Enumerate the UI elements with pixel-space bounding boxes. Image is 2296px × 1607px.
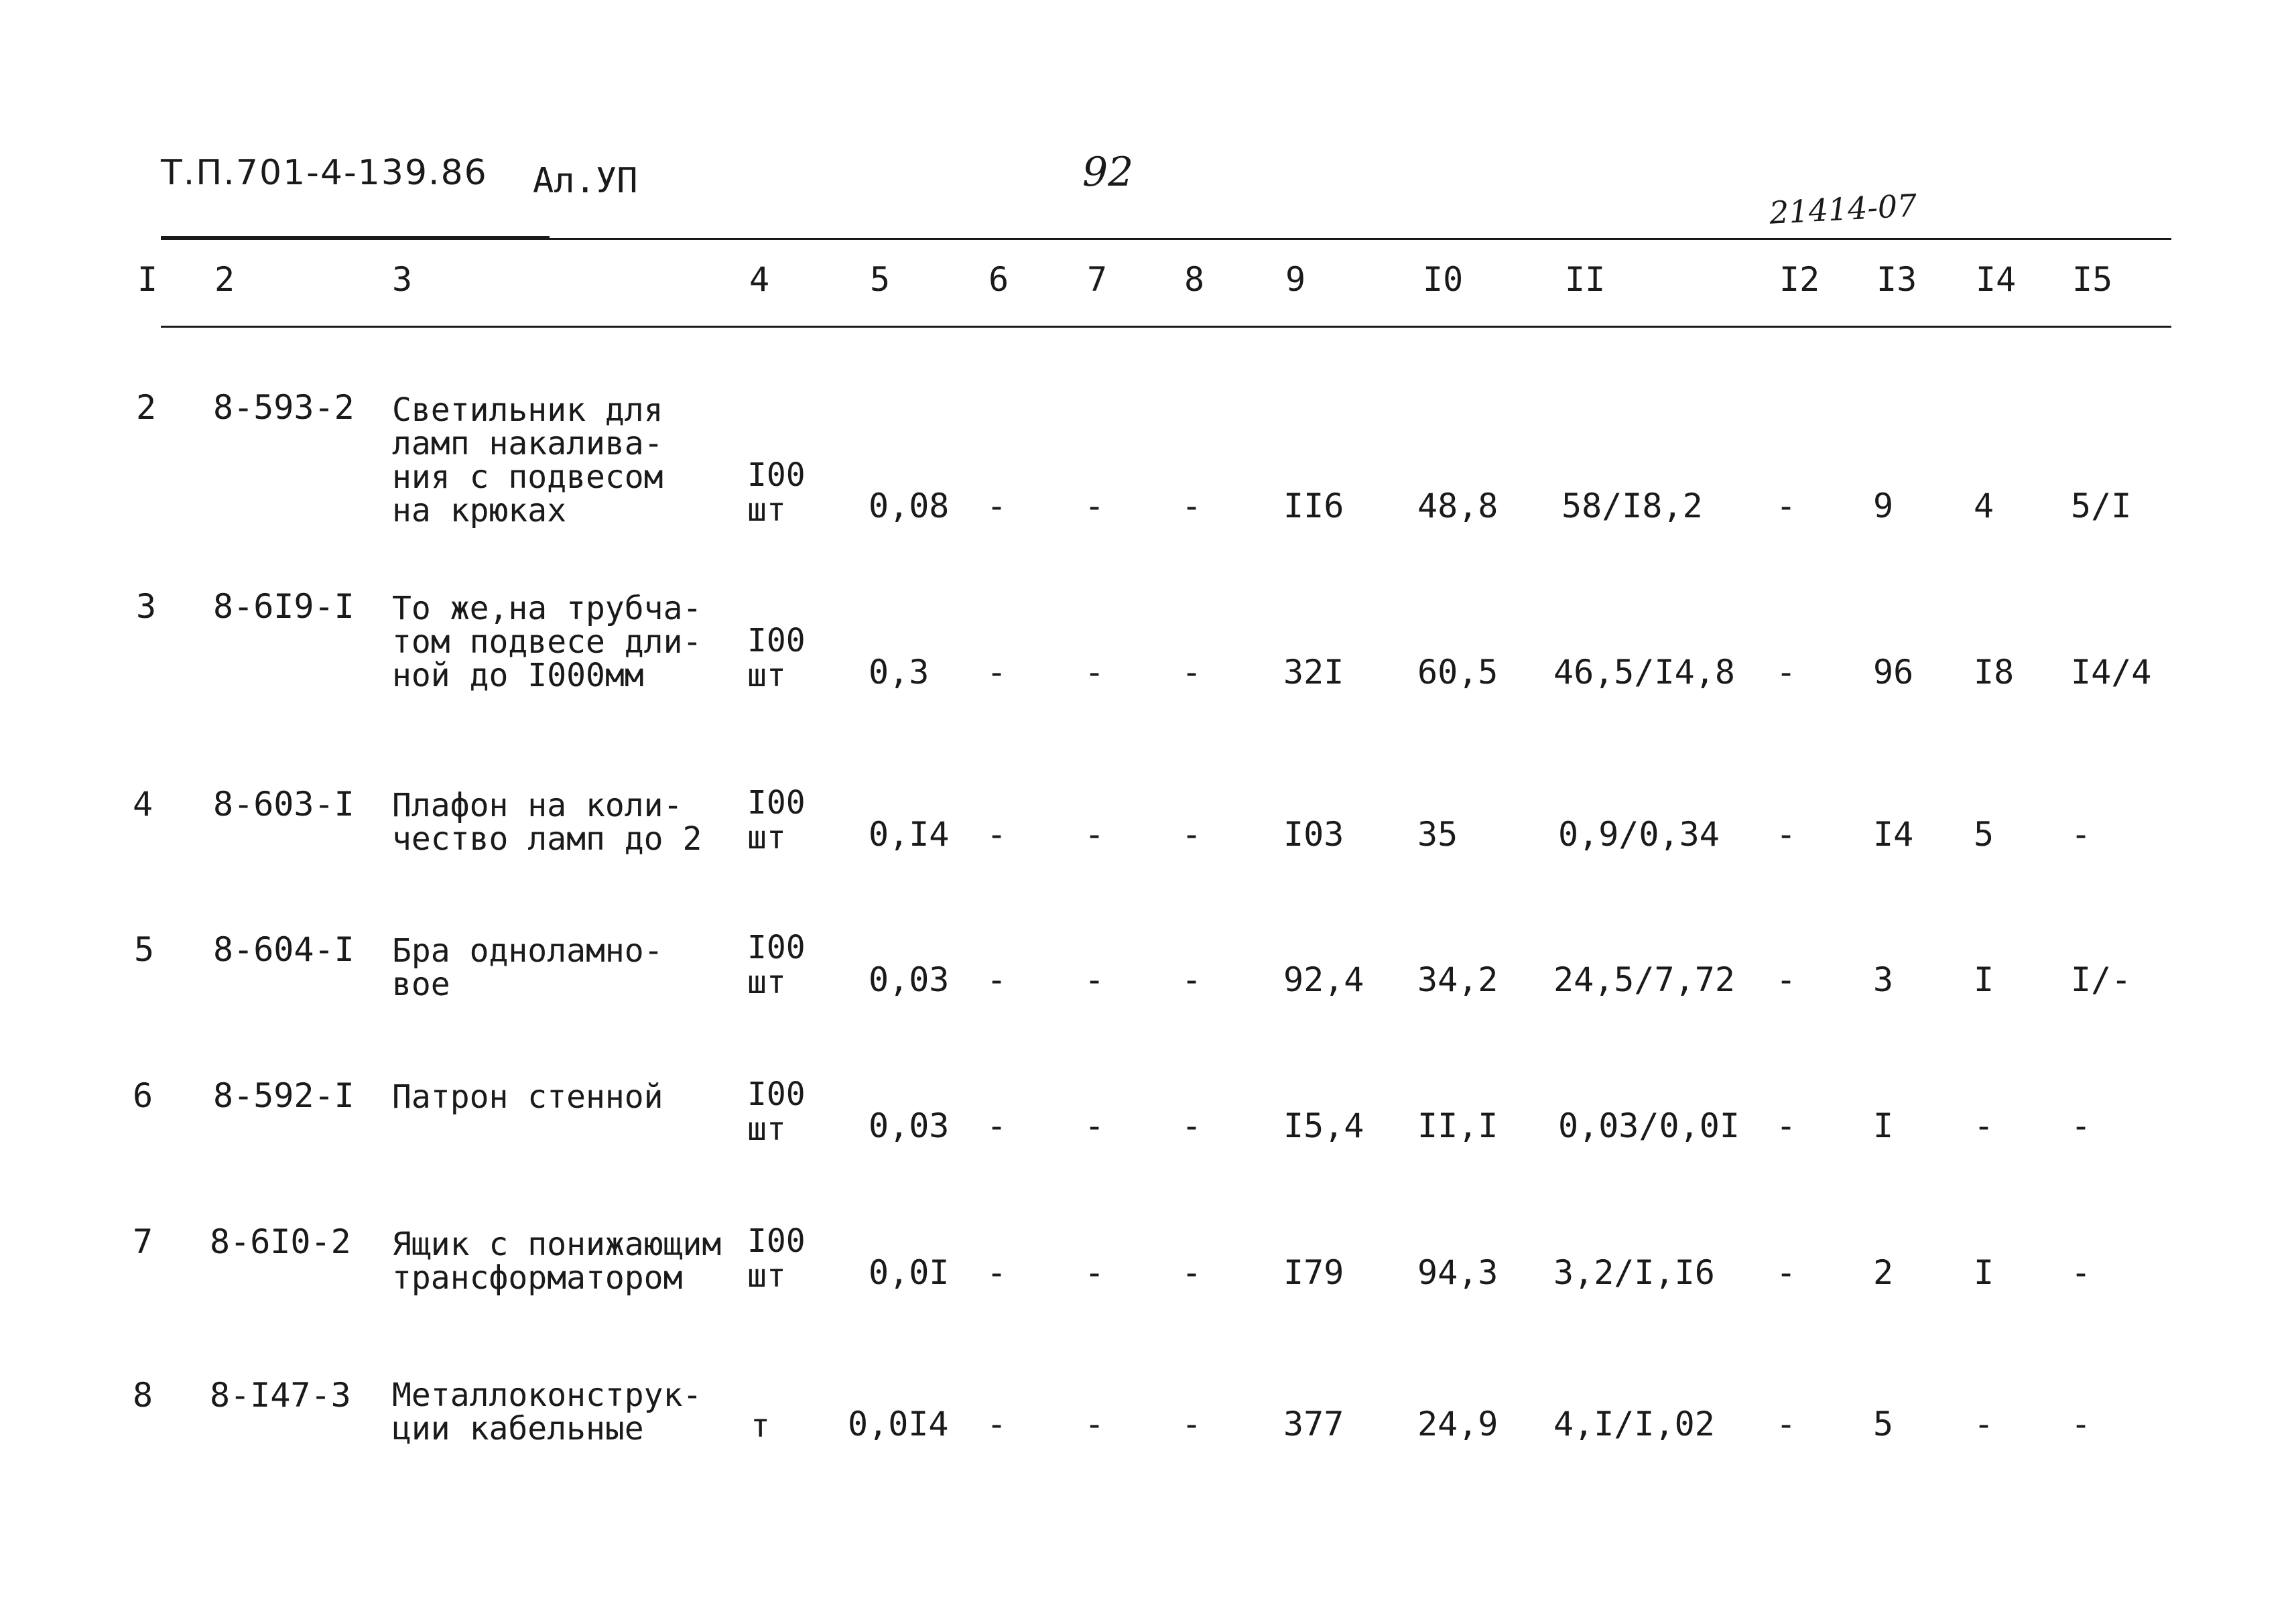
column-header: I5 bbox=[2072, 260, 2113, 299]
cell-12: - bbox=[1776, 1253, 1797, 1292]
unit: I00 шт bbox=[747, 784, 806, 856]
cell-15: I4/4 bbox=[2071, 653, 2152, 692]
cell-9: II6 bbox=[1283, 487, 1344, 525]
cell-8: - bbox=[1182, 815, 1202, 854]
cell-6: - bbox=[986, 1405, 1007, 1443]
row-number: 6 bbox=[133, 1076, 153, 1115]
column-header: I4 bbox=[1976, 260, 2017, 299]
cell-14: I bbox=[1974, 960, 1994, 999]
cell-7: - bbox=[1084, 1106, 1105, 1145]
price-code: 8-593-2 bbox=[213, 388, 355, 427]
cell-10: 48,8 bbox=[1417, 487, 1498, 525]
row-number: 5 bbox=[134, 930, 155, 969]
item-description: Плафон на коли- чество ламп до 2 bbox=[392, 787, 702, 858]
column-header: 9 bbox=[1285, 260, 1306, 299]
cell-14: - bbox=[1974, 1106, 1994, 1145]
row-number: 7 bbox=[133, 1222, 153, 1261]
cell-15: - bbox=[2071, 1253, 2092, 1292]
item-description: Патрон стенной bbox=[392, 1078, 663, 1116]
cell-8: - bbox=[1182, 653, 1202, 692]
unit: I00 шт bbox=[747, 1076, 806, 1148]
item-description: То же,на трубча- том подвесе дли- ной до I000мм bbox=[392, 590, 702, 694]
cell-12: - bbox=[1776, 487, 1797, 525]
row-number: 3 bbox=[136, 587, 157, 626]
quantity: 0,03 bbox=[869, 960, 950, 999]
column-header: I bbox=[137, 260, 158, 299]
column-header: I0 bbox=[1423, 260, 1464, 299]
cell-11: 46,5/I4,8 bbox=[1553, 653, 1735, 692]
cell-13: 2 bbox=[1873, 1253, 1894, 1292]
header-rule-bold bbox=[161, 236, 550, 240]
cell-8: - bbox=[1182, 1106, 1202, 1145]
cell-11: 0,9/0,34 bbox=[1558, 815, 1720, 854]
price-code: 8-604-I bbox=[213, 930, 355, 969]
cell-9: I79 bbox=[1283, 1253, 1344, 1292]
item-description: Бра одноламно- вое bbox=[392, 932, 663, 1003]
column-header: I2 bbox=[1779, 260, 1820, 299]
column-header: 8 bbox=[1184, 260, 1205, 299]
cell-6: - bbox=[986, 653, 1007, 692]
cell-10: 60,5 bbox=[1417, 653, 1498, 692]
cell-15: I/- bbox=[2071, 960, 2132, 999]
price-code: 8-6I0-2 bbox=[210, 1222, 351, 1261]
cell-11: 0,03/0,0I bbox=[1558, 1106, 1740, 1145]
cell-9: 377 bbox=[1283, 1405, 1344, 1443]
cell-13: I4 bbox=[1873, 815, 1914, 854]
cell-9: 92,4 bbox=[1283, 960, 1364, 999]
column-header: I3 bbox=[1876, 260, 1917, 299]
price-code: 8-603-I bbox=[213, 785, 355, 824]
row-number: 4 bbox=[133, 785, 153, 824]
unit: I00 шт bbox=[747, 456, 806, 529]
cell-13: 96 bbox=[1873, 653, 1914, 692]
column-header: 2 bbox=[214, 260, 235, 299]
cell-13: 5 bbox=[1873, 1405, 1894, 1443]
item-description: Ящик с понижающим трансформатором bbox=[392, 1226, 722, 1297]
cell-12: - bbox=[1776, 815, 1797, 854]
cell-14: I8 bbox=[1974, 653, 2015, 692]
cell-12: - bbox=[1776, 960, 1797, 999]
cell-12: - bbox=[1776, 1405, 1797, 1443]
header-rule bbox=[550, 238, 2171, 240]
quantity: 0,0I bbox=[869, 1253, 950, 1292]
cell-9: I5,4 bbox=[1283, 1106, 1364, 1145]
cell-10: 34,2 bbox=[1417, 960, 1498, 999]
cell-8: - bbox=[1182, 1253, 1202, 1292]
cell-7: - bbox=[1084, 960, 1105, 999]
cell-15: 5/I bbox=[2071, 487, 2132, 525]
cell-13: 9 bbox=[1873, 487, 1894, 525]
cell-6: - bbox=[986, 960, 1007, 999]
page-number: 92 bbox=[1082, 149, 1134, 196]
column-header: 3 bbox=[392, 260, 413, 299]
cell-6: - bbox=[986, 487, 1007, 525]
cell-7: - bbox=[1084, 1405, 1105, 1443]
cell-6: - bbox=[986, 815, 1007, 854]
quantity: 0,0I4 bbox=[848, 1405, 949, 1443]
cell-10: II,I bbox=[1417, 1106, 1498, 1145]
item-description: Металлоконструк- ции кабельные bbox=[392, 1376, 702, 1448]
price-code: 8-6I9-I bbox=[213, 587, 355, 626]
column-header: 4 bbox=[749, 260, 770, 299]
cell-9: 32I bbox=[1283, 653, 1344, 692]
inventory-number: 21414-07 bbox=[1768, 187, 1918, 231]
row-number: 2 bbox=[136, 388, 157, 427]
cell-14: - bbox=[1974, 1405, 1994, 1443]
cell-7: - bbox=[1084, 487, 1105, 525]
cell-12: - bbox=[1776, 1106, 1797, 1145]
cell-11: 24,5/7,72 bbox=[1553, 960, 1735, 999]
quantity: 0,08 bbox=[869, 487, 950, 525]
quantity: 0,I4 bbox=[869, 815, 950, 854]
cell-14: I bbox=[1974, 1253, 1994, 1292]
cell-6: - bbox=[986, 1253, 1007, 1292]
cell-7: - bbox=[1084, 653, 1105, 692]
cell-12: - bbox=[1776, 653, 1797, 692]
cell-8: - bbox=[1182, 487, 1202, 525]
cell-11: 4,I/I,02 bbox=[1553, 1405, 1715, 1443]
price-code: 8-592-I bbox=[213, 1076, 355, 1115]
cell-13: 3 bbox=[1873, 960, 1894, 999]
column-header: 7 bbox=[1087, 260, 1108, 299]
row-number: 8 bbox=[133, 1376, 153, 1415]
unit: I00 шт bbox=[747, 1222, 806, 1295]
cell-15: - bbox=[2071, 1405, 2092, 1443]
quantity: 0,03 bbox=[869, 1106, 950, 1145]
column-header: II bbox=[1565, 260, 1606, 299]
item-description: Светильник для ламп накалива- ния с подвесом на крюках bbox=[392, 391, 663, 529]
unit: I00 шт bbox=[747, 622, 806, 694]
cell-15: - bbox=[2071, 1106, 2092, 1145]
cell-7: - bbox=[1084, 815, 1105, 854]
cell-7: - bbox=[1084, 1253, 1105, 1292]
cell-9: I03 bbox=[1283, 815, 1344, 854]
column-header-rule bbox=[161, 326, 2171, 328]
quantity: 0,3 bbox=[869, 653, 930, 692]
document-code: Т.П.701-4-139.86 bbox=[161, 153, 488, 193]
cell-8: - bbox=[1182, 960, 1202, 999]
cell-14: 4 bbox=[1974, 487, 1994, 525]
cell-10: 35 bbox=[1417, 815, 1458, 854]
column-header: 6 bbox=[988, 260, 1009, 299]
sheet-label: Ал.УП bbox=[533, 161, 638, 201]
cell-13: I bbox=[1873, 1106, 1894, 1145]
cell-8: - bbox=[1182, 1405, 1202, 1443]
cell-10: 24,9 bbox=[1417, 1405, 1498, 1443]
cell-15: - bbox=[2071, 815, 2092, 854]
column-header: 5 bbox=[870, 260, 891, 299]
cell-11: 3,2/I,I6 bbox=[1553, 1253, 1715, 1292]
cell-6: - bbox=[986, 1106, 1007, 1145]
unit: I00 шт bbox=[747, 929, 806, 1001]
cell-14: 5 bbox=[1974, 815, 1994, 854]
price-code: 8-I47-3 bbox=[210, 1376, 351, 1415]
cell-11: 58/I8,2 bbox=[1561, 487, 1703, 525]
cell-10: 94,3 bbox=[1417, 1253, 1498, 1292]
unit: т bbox=[751, 1407, 770, 1445]
